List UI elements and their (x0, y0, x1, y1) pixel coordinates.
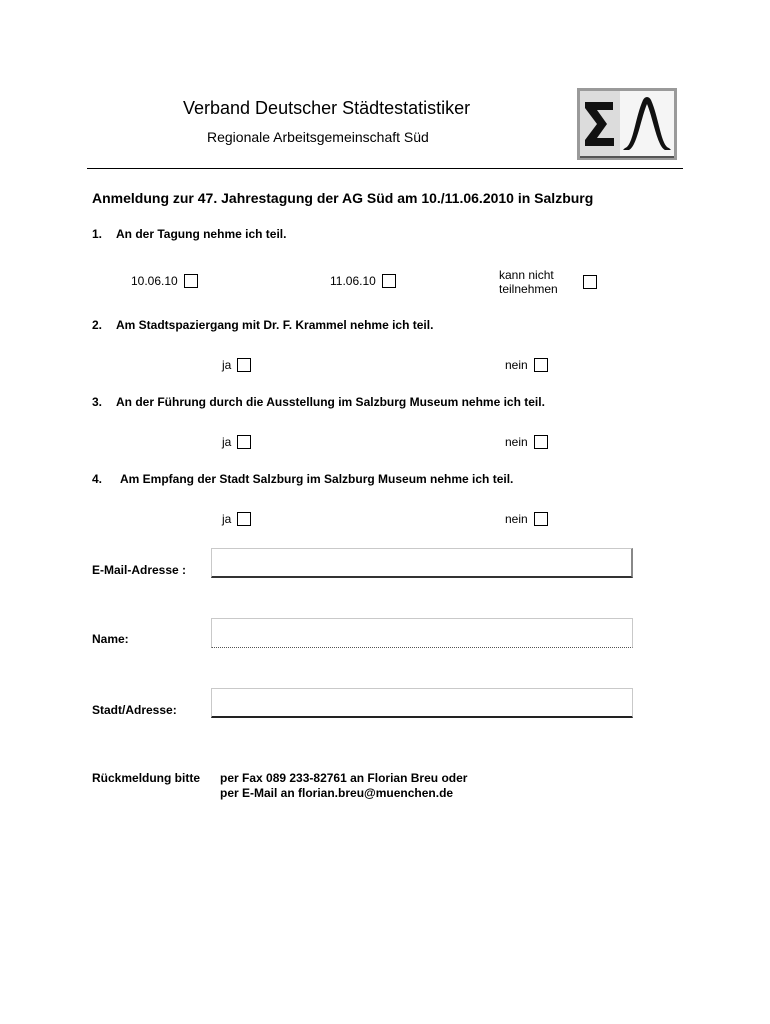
page-title: Verband Deutscher Städtestatistiker (183, 98, 471, 118)
checkbox-no-q2[interactable] (534, 358, 548, 372)
checkbox-10-06[interactable] (184, 274, 198, 288)
name-field[interactable] (211, 618, 633, 648)
checkbox-11-06[interactable] (382, 274, 396, 288)
header-divider (87, 168, 683, 169)
option-label: 11.06.10 (330, 274, 376, 288)
option-no-q3 (505, 435, 548, 449)
address-label: Stadt/Adresse: (92, 703, 177, 717)
option-yes-q4 (222, 512, 251, 526)
option-label: nein (505, 512, 528, 526)
reply-label: Rückmeldung bitte (92, 771, 201, 785)
checkbox-no-q4[interactable] (534, 512, 548, 526)
question-4 (92, 472, 513, 486)
question-3 (92, 395, 545, 409)
form-heading: Anmeldung zur 47. Jahrestagung der AG Süd am 10./11.06.2010 in Salzburg (92, 190, 594, 206)
option-yes-q3 (222, 435, 251, 449)
checkbox-no-q3[interactable] (534, 435, 548, 449)
question-text: Am Stadtspaziergang mit Dr. F. Krammel nehme ich teil. (116, 318, 434, 332)
address-field[interactable] (211, 688, 633, 718)
email-field[interactable] (211, 548, 633, 578)
question-number: 1. (92, 227, 103, 241)
option-no-q2 (505, 358, 548, 372)
question-text: An der Führung durch die Ausstellung im Salzburg Museum nehme ich teil. (116, 395, 545, 409)
page-subtitle: Regionale Arbeitsgemeinschaft Süd (207, 129, 429, 145)
option-label: ja (222, 435, 232, 449)
option-label: kann nicht (499, 268, 554, 282)
question-2 (92, 318, 433, 332)
option-label: teilnehmen (499, 282, 558, 296)
option-11-06 (330, 274, 396, 288)
option-label: nein (505, 358, 528, 372)
question-number: 4. (92, 472, 103, 486)
option-10-06 (131, 274, 198, 288)
question-text: Am Empfang der Stadt Salzburg im Salzburg Museum nehme ich teil. (120, 472, 514, 486)
option-label: ja (222, 358, 232, 372)
checkbox-yes-q4[interactable] (237, 512, 251, 526)
option-no-q4 (505, 512, 548, 526)
option-cannot-attend (499, 268, 558, 296)
question-number: 2. (92, 318, 103, 332)
checkbox-yes-q2[interactable] (237, 358, 251, 372)
name-label: Name: (92, 632, 129, 646)
reply-instructions (220, 771, 467, 801)
email-label: E-Mail-Adresse : (92, 563, 187, 577)
reply-fax-line: per Fax 089 233-82761 an Florian Breu oder (220, 771, 468, 785)
sigma-lambda-logo (577, 88, 677, 160)
question-number: 3. (92, 395, 103, 409)
question-text: An der Tagung nehme ich teil. (116, 227, 287, 241)
option-label: ja (222, 512, 232, 526)
reply-email-line: per E-Mail an florian.breu@muenchen.de (220, 786, 454, 800)
option-yes-q2 (222, 358, 251, 372)
question-1 (92, 227, 286, 241)
checkbox-yes-q3[interactable] (237, 435, 251, 449)
checkbox-cannot-attend[interactable] (583, 275, 597, 289)
option-label: nein (505, 435, 528, 449)
option-label: 10.06.10 (131, 274, 178, 288)
